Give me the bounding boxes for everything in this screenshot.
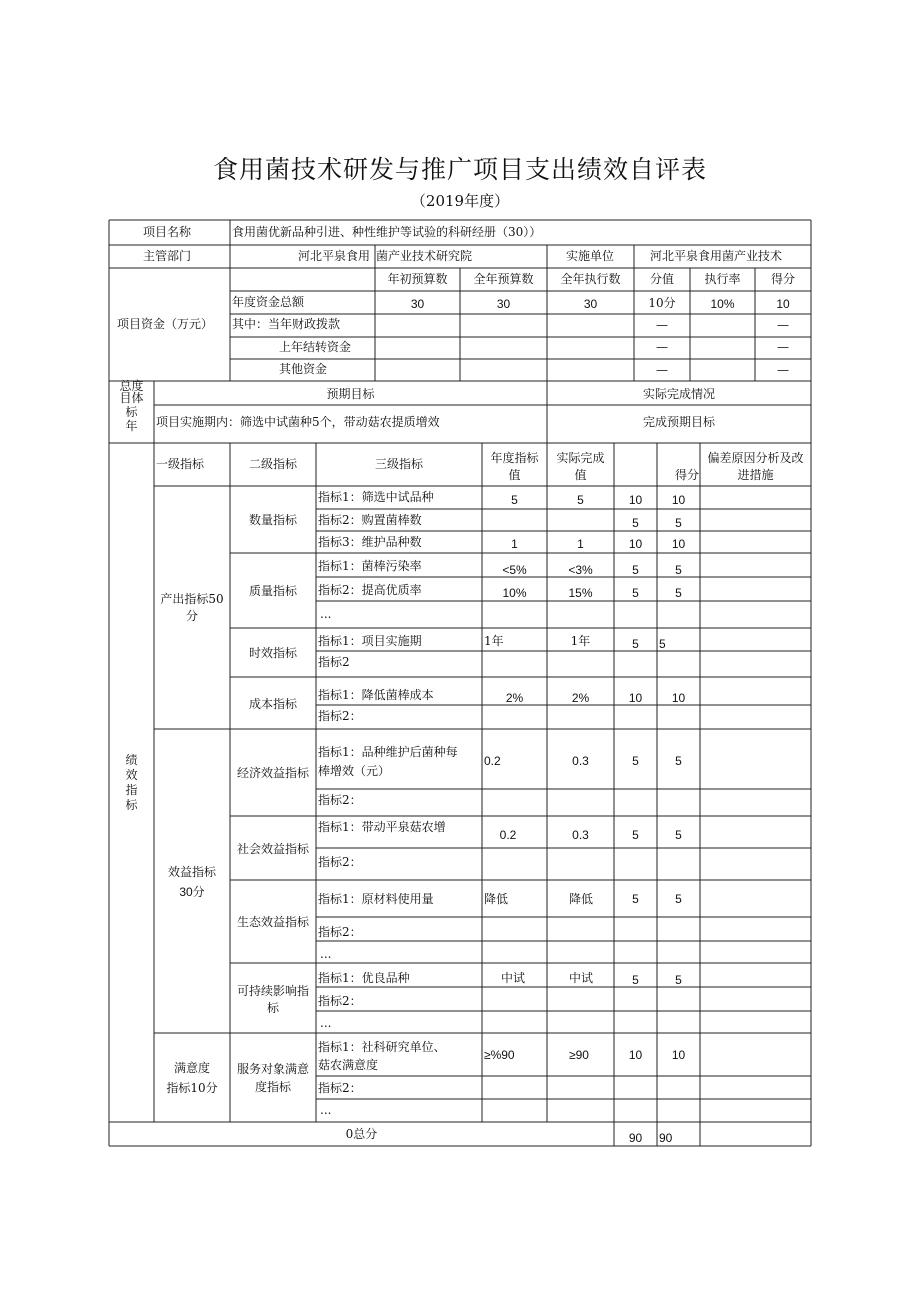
level2-timeliness: 时效指标 (248, 646, 297, 660)
indicator-score: 5 (675, 973, 682, 987)
indicator-annual: 中试 (500, 971, 525, 985)
actual-goal-header: 实际完成情况 (642, 387, 715, 401)
indicator-score: 5 (675, 516, 682, 530)
total-weight: 90 (628, 1131, 643, 1145)
project-name-value: 食用菌优新品种引进、种性维护等试验的科研经册（30）） (232, 225, 542, 239)
indicator-name: 指标2： (318, 855, 362, 869)
indicator-annual: 降低 (484, 892, 509, 906)
goal-label-d: 年 (125, 419, 138, 433)
funds-col-5: 执行率 (704, 272, 741, 286)
funds-cell: 10 (776, 297, 790, 311)
funds-cell: — (777, 363, 789, 377)
indicator-name: 指标1：筛选中试品种 (318, 490, 434, 504)
indicator-weight: 5 (632, 754, 639, 768)
indicator-annual: 1年 (484, 634, 504, 648)
indicator-name: 指标2： (318, 1081, 362, 1095)
level2-sustain-a: 可持续影响指 (236, 984, 309, 998)
indicator-weight: 5 (632, 973, 639, 987)
indicator-weight: 5 (632, 828, 639, 842)
level2-economic: 经济效益指标 (236, 766, 309, 780)
goal-label-a: 总度 (119, 379, 144, 393)
funds-col-2: 全年预算数 (473, 272, 534, 286)
indicator-weight: 5 (632, 516, 639, 530)
header-level3: 三级指标 (374, 457, 423, 471)
indicator-actual: 1年 (570, 634, 591, 648)
indicator-name: 指标1：优良品种 (318, 971, 410, 985)
goal-label-c: 标 (125, 405, 138, 419)
perf-side-label: 绩 (125, 753, 138, 767)
expected-goal: 项目实施期内：筛选中试菌种5个，带动菇农提质增效 (156, 415, 440, 429)
indicator-name: ... (320, 1016, 332, 1030)
indicator-annual: <5% (502, 563, 527, 577)
header-level2: 二级指标 (248, 457, 297, 471)
funds-cell: 30 (496, 297, 511, 311)
indicator-weight: 10 (628, 537, 643, 551)
indicator-annual: ≥%90 (484, 1048, 515, 1062)
dept-label: 主管部门 (143, 249, 192, 263)
indicator-score: 10 (671, 1048, 686, 1062)
indicator-actual: 2% (571, 691, 590, 705)
total-score: 90 (659, 1131, 673, 1145)
indicator-weight: 5 (632, 563, 639, 577)
level1-output-a: 产出指标50 (160, 592, 224, 606)
indicator-weight: 5 (632, 586, 639, 600)
funds-row-label: 年度资金总额 (232, 295, 305, 309)
indicator-actual: 1 (577, 537, 584, 551)
level2-quantity: 数量指标 (248, 513, 297, 527)
indicator-name: 指标1：菌棒污染率 (318, 559, 422, 573)
indicator-name: 指标2： (318, 709, 362, 723)
project-name-label: 项目名称 (143, 225, 192, 239)
funds-cell: — (777, 318, 789, 332)
indicator-score: 10 (671, 691, 686, 705)
indicator-name: ... (320, 607, 332, 621)
funds-cell: — (656, 340, 668, 354)
indicator-annual: 5 (511, 493, 518, 507)
perf-side-label: 效 (125, 768, 138, 782)
indicator-score: 5 (659, 637, 666, 651)
indicator-actual: 中试 (569, 971, 594, 985)
level1-effect-a: 效益指标 (167, 865, 216, 879)
indicator-actual: 15% (568, 586, 593, 600)
indicator-name-b: 菇农满意度 (318, 1058, 379, 1072)
funds-row-label: 其他资金 (279, 362, 328, 376)
level2-cost: 成本指标 (248, 697, 297, 711)
indicator-weight: 5 (632, 892, 639, 906)
funds-row-label: 其中：当年财政拨款 (232, 317, 341, 331)
funds-cell: — (656, 318, 668, 332)
indicator-name: 指标1：项目实施期 (318, 634, 422, 648)
total-label: 0总分 (345, 1127, 378, 1141)
indicator-actual: ≥90 (569, 1048, 589, 1062)
funds-col-1: 年初预算数 (387, 272, 448, 286)
indicator-annual: 0.2 (499, 828, 517, 842)
indicator-name: 指标2： (318, 925, 362, 939)
funds-cell: 30 (410, 297, 425, 311)
indicator-weight: 10 (628, 1048, 643, 1062)
indicator-name-a: 指标1：社科研究单位、 (318, 1040, 446, 1054)
header-deviation-a: 偏差原因分析及改 (707, 451, 804, 465)
indicator-actual: <3% (568, 563, 593, 577)
indicator-score: 10 (671, 537, 686, 551)
level2-sustain-b: 标 (266, 1001, 279, 1015)
perf-side-label: 标 (125, 798, 138, 812)
indicator-score: 5 (675, 754, 682, 768)
indicator-annual: 0.2 (484, 754, 501, 768)
indicator-actual: 0.3 (572, 828, 589, 842)
funds-col-3: 全年执行数 (560, 272, 621, 286)
funds-col-4: 分值 (649, 272, 674, 286)
indicator-name-a: 指标1：品种维护后菌种每 (318, 745, 458, 759)
level1-effect-b: 30分 (179, 885, 205, 899)
indicator-name: 指标1：原材料使用量 (318, 892, 434, 906)
funds-cell: — (656, 363, 668, 377)
level2-eco: 生态效益指标 (236, 915, 309, 929)
header-annual-b: 值 (508, 468, 521, 482)
level2-service-a: 服务对象满意 (236, 1062, 309, 1076)
funds-col-6: 得分 (770, 272, 795, 286)
level2-social: 社会效益指标 (236, 842, 309, 856)
header-actual-a: 实际完成 (556, 451, 605, 465)
header-deviation-b: 进措施 (737, 468, 774, 482)
page-subtitle: （2019年度） (410, 192, 510, 210)
indicator-name: 指标1：降低菌棒成本 (318, 688, 434, 702)
level2-service-b: 度指标 (254, 1080, 291, 1094)
impl-label: 实施单位 (566, 249, 615, 263)
level1-satisfaction-b: 指标10分 (166, 1081, 218, 1095)
indicator-name: 指标3：维护品种数 (318, 535, 422, 549)
indicator-name: 指标2 (318, 655, 350, 669)
indicator-actual: 5 (577, 493, 584, 507)
indicator-score: 10 (671, 493, 686, 507)
indicator-name: 指标2：提高优质率 (318, 583, 422, 597)
level1-satisfaction-a: 满意度 (173, 1061, 210, 1075)
indicator-score: 5 (675, 586, 682, 600)
indicator-name: 指标2： (318, 793, 362, 807)
indicator-name: ... (320, 1103, 332, 1117)
indicator-annual: 10% (502, 586, 527, 600)
header-annual-a: 年度指标 (490, 451, 539, 465)
indicator-actual: 降低 (569, 892, 594, 906)
indicator-weight: 10 (628, 493, 643, 507)
funds-cell: — (777, 340, 789, 354)
perf-side-label: 指 (125, 783, 138, 797)
header-level1: 一级指标 (156, 457, 205, 471)
dept-value-a: 河北平泉食用 (298, 249, 371, 263)
indicator-actual: 0.3 (572, 754, 589, 768)
indicator-name: 指标1：带动平泉菇农增 (318, 820, 446, 834)
indicator-score: 5 (675, 828, 682, 842)
header-score: 得分 (675, 468, 700, 482)
header-actual-b: 值 (574, 468, 587, 482)
funds-label: 项目资金（万元） (117, 317, 214, 331)
level1-output-b: 分 (185, 609, 198, 623)
impl-value: 河北平泉食用菌产业技术 (650, 249, 783, 263)
funds-cell: 30 (583, 297, 598, 311)
goal-label-b: 目体 (119, 391, 144, 405)
page-title: 食用菌技术研发与推广项目支出绩效自评表 (212, 155, 707, 184)
level2-quality: 质量指标 (248, 584, 297, 598)
indicator-weight: 5 (632, 637, 639, 651)
indicator-annual: 2% (505, 691, 524, 705)
indicator-name: ... (320, 947, 332, 961)
indicator-name: 指标2：购置菌棒数 (318, 513, 422, 527)
dept-value-b: 菌产业技术研究院 (376, 249, 473, 263)
indicator-name: 指标2： (318, 994, 362, 1008)
expected-goal-header: 预期目标 (326, 387, 375, 401)
indicator-score: 5 (675, 892, 682, 906)
indicator-score: 5 (675, 563, 682, 577)
indicator-name-b: 棒增效（元） (318, 764, 391, 778)
actual-goal: 完成预期目标 (642, 415, 715, 429)
indicator-annual: 1 (511, 537, 518, 551)
funds-cell: 10分 (648, 296, 676, 310)
funds-row-label: 上年结转资金 (279, 340, 352, 354)
funds-cell: 10% (710, 297, 735, 311)
indicator-weight: 10 (628, 691, 643, 705)
